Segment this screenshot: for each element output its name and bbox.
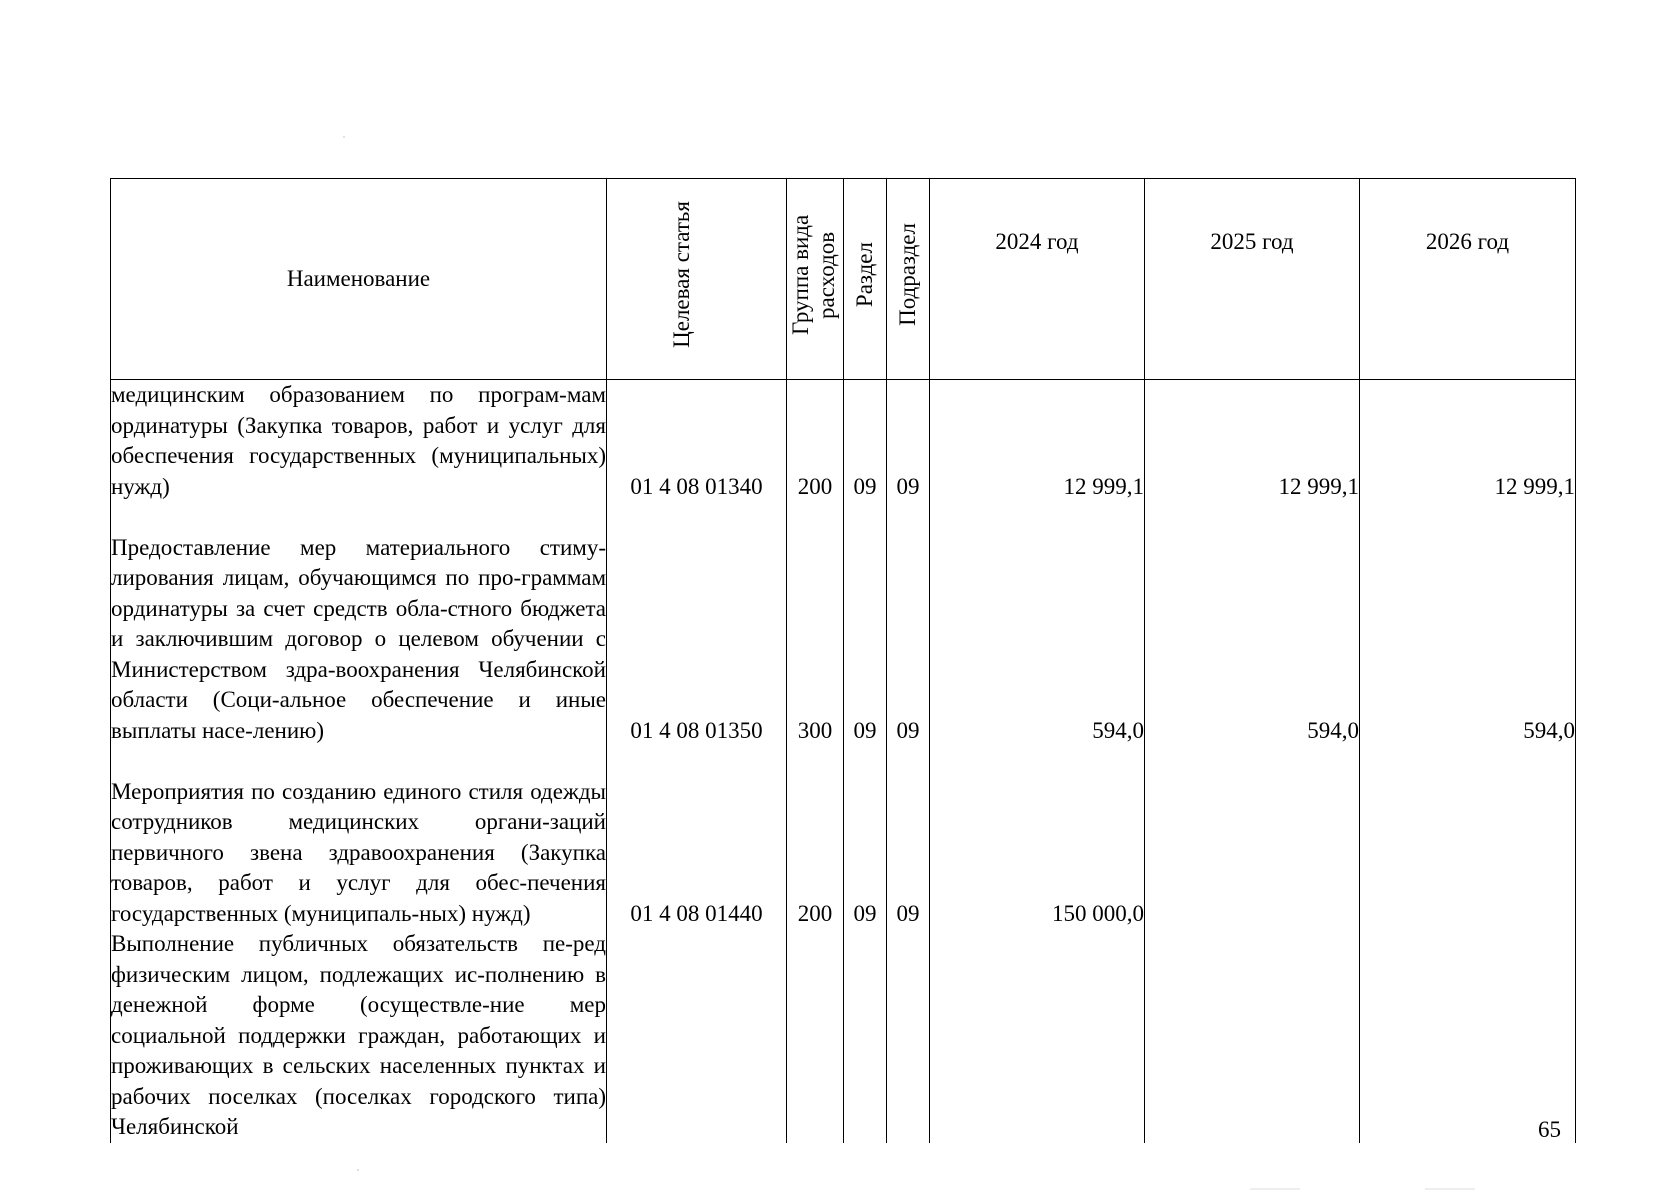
- row-2024: 150 000,0: [930, 746, 1145, 929]
- row-name: Выполнение публичных обязательств пе-ред физическим лицом, подлежащих ис-полнению в денежной форме (осуществле-ние мер социальной поддержки граждан, работающих и проживающих в сельских населенных пунктах и рабочих поселках (поселках городского типа) Челябинской: [111, 929, 607, 1143]
- header-group: Группа вида расходов: [787, 179, 844, 380]
- row-2026: 12 999,1: [1360, 380, 1576, 503]
- row-target: 01 4 08 01350: [607, 502, 787, 746]
- header-name: Наименование: [111, 179, 607, 380]
- header-2024: 2024 год: [930, 179, 1145, 380]
- row-2024: 594,0: [930, 502, 1145, 746]
- row-name: медицинским образованием по програм-мам ординатуры (Закупка товаров, работ и услуг для обеспечения государственных (муниципальных) нужд): [111, 380, 607, 503]
- header-target: Целевая статья: [607, 179, 787, 380]
- row-group: 300: [787, 502, 844, 746]
- row-group: 200: [787, 380, 844, 503]
- row-group: 200: [787, 746, 844, 929]
- row-target: 01 4 08 01440: [607, 746, 787, 929]
- row-name: Мероприятия по созданию единого стиля одежды сотрудников медицинских органи-заций первичного звена здравоохранения (Закупка товаров, работ и услуг для обес-печения государственных (муниципаль-ных) нужд): [111, 746, 607, 929]
- header-section: Раздел: [844, 179, 887, 380]
- row-name: Предоставление мер материального стиму-лирования лицам, обучающимся по про-граммам ординатуры за счет средств обла-стного бюджета и заключившим договор о целевом обучении с Министерством здра-воохранения Челябинской области (Соци-альное обеспечение и иные выплаты насе-лению): [111, 502, 607, 746]
- header-subsection: Подраздел: [887, 179, 930, 380]
- row-2025: 12 999,1: [1145, 380, 1360, 503]
- header-2026: 2026 год: [1360, 179, 1576, 380]
- row-target: 01 4 08 01340: [607, 380, 787, 503]
- row-2026: 594,0: [1360, 502, 1576, 746]
- row-section: 09: [844, 746, 887, 929]
- page-number: 65: [1538, 1117, 1561, 1142]
- row-2025: 594,0: [1145, 502, 1360, 746]
- row-subsection: 09: [887, 380, 930, 503]
- row-section: 09: [844, 502, 887, 746]
- header-2025: 2025 год: [1145, 179, 1360, 380]
- row-section: 09: [844, 380, 887, 503]
- row-2024: 12 999,1: [930, 380, 1145, 503]
- row-subsection: 09: [887, 746, 930, 929]
- row-subsection: 09: [887, 502, 930, 746]
